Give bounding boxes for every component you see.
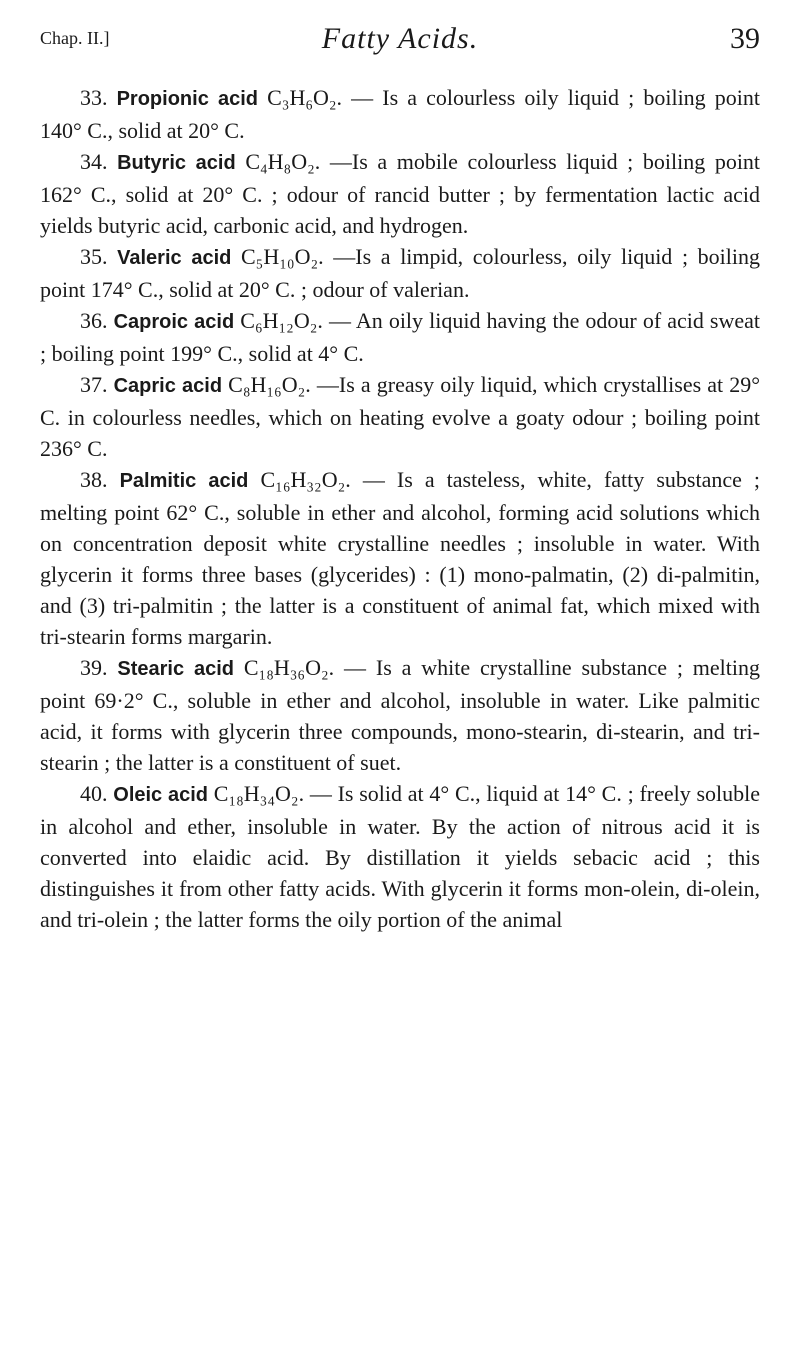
entry-formula: C₆H₁₂O₂. <box>240 308 323 333</box>
entry-name: Propionic acid <box>116 88 258 110</box>
entry-text: —Is a greasy oily liquid, which crystallises at 29° C. in colourless needles, which on heating evolve a goaty odour ; boiling point 236° C. <box>40 372 761 461</box>
entry-name: Caproic acid <box>113 311 235 333</box>
entry-name: Stearic acid <box>117 658 234 680</box>
entry-formula: C₄H₈O₂. <box>245 149 321 174</box>
entry-butyric-acid <box>40 146 760 241</box>
entry-number: 38. <box>80 467 108 492</box>
entry-formula: C₈H₁₆O₂. <box>228 372 311 397</box>
entry-name: Capric acid <box>113 375 223 397</box>
entry-number: 36. <box>80 308 108 333</box>
entry-name: Palmitic acid <box>119 470 249 492</box>
entry-formula: C₅H₁₀O₂. <box>241 244 324 269</box>
page-number: 39 <box>730 22 760 55</box>
entry-name: Butyric acid <box>117 152 236 174</box>
entry-formula: C₁₆H₃₂O₂. <box>260 467 351 492</box>
entries-list <box>40 82 760 935</box>
entry-text: —Is a limpid, colourless, oily liquid ; boiling point 174° C., solid at 20° C. ; odour of valerian. <box>40 244 761 302</box>
entry-formula: C₃H₆O₂. <box>267 85 343 110</box>
entry-number: 34. <box>80 149 108 174</box>
entry-formula: C₁₈H₃₄O₂. <box>213 781 305 806</box>
entry-name: Oleic acid <box>113 784 209 806</box>
entry-oleic-acid <box>40 778 760 935</box>
entry-number: 35. <box>80 244 108 269</box>
entry-stearic-acid <box>40 652 760 778</box>
running-head <box>40 22 760 62</box>
entry-valeric-acid <box>40 241 760 305</box>
entry-number: 39. <box>80 655 108 680</box>
entry-palmitic-acid <box>40 464 760 652</box>
entry-caproic-acid <box>40 305 760 369</box>
entry-propionic-acid <box>40 82 760 146</box>
entry-text: —Is a mobile colourless liquid ; boiling point 162° C., solid at 20° C. ; odour of rancid butter ; by fermentation lactic acid yields butyric acid, carbonic acid, and hydrogen. <box>40 149 761 238</box>
entry-name: Valeric acid <box>117 247 232 269</box>
entry-text: — Is a tasteless, white, fatty substance ; melting point 62° C., soluble in ether and alcohol, forming acid solutions which on concentration deposit white crystalline needles ; insoluble in water. With glycerin it forms three bases (glycerides) : (1) mono-palmatin, (2) di-palmitin, and (3) tri-palmitin ; the latter is a constituent of animal fat, which mixed with tri-stearin forms margarin. <box>40 467 761 649</box>
chapter-label: Chap. II.] <box>40 28 110 48</box>
entry-formula: C₁₈H₃₆O₂. <box>243 655 335 680</box>
entry-number: 33. <box>80 85 108 110</box>
entry-number: 40. <box>80 781 108 806</box>
entry-capric-acid <box>40 369 760 464</box>
page-title: Fatty Acids. <box>321 22 479 55</box>
entry-text: — An oily liquid having the odour of acid sweat ; boiling point 199° C., solid at 4° C. <box>40 308 761 366</box>
entry-number: 37. <box>80 372 108 397</box>
entry-text: — Is a colourless oily liquid ; boiling point 140° C., solid at 20° C. <box>40 85 760 143</box>
entry-text: — Is solid at 4° C., liquid at 14° C. ; freely soluble in alcohol and ether, insoluble in water. By the action of nitrous acid it is converted into elaidic acid. By distillation it yields sebacic acid ; this distinguishes it from other fatty acids. With glycerin it forms mon-olein, di-olein, and tri-olein ; the latter forms the oily portion of the animal <box>40 781 761 932</box>
entry-text: — Is a white crystalline substance ; melting point 69·2° C., soluble in ether and alcohol, insoluble in water. Like palmitic acid, it forms with glycerin three compounds, mono-stearin, di-stearin, and tri-stearin ; the latter is a constituent of suet. <box>40 655 761 775</box>
